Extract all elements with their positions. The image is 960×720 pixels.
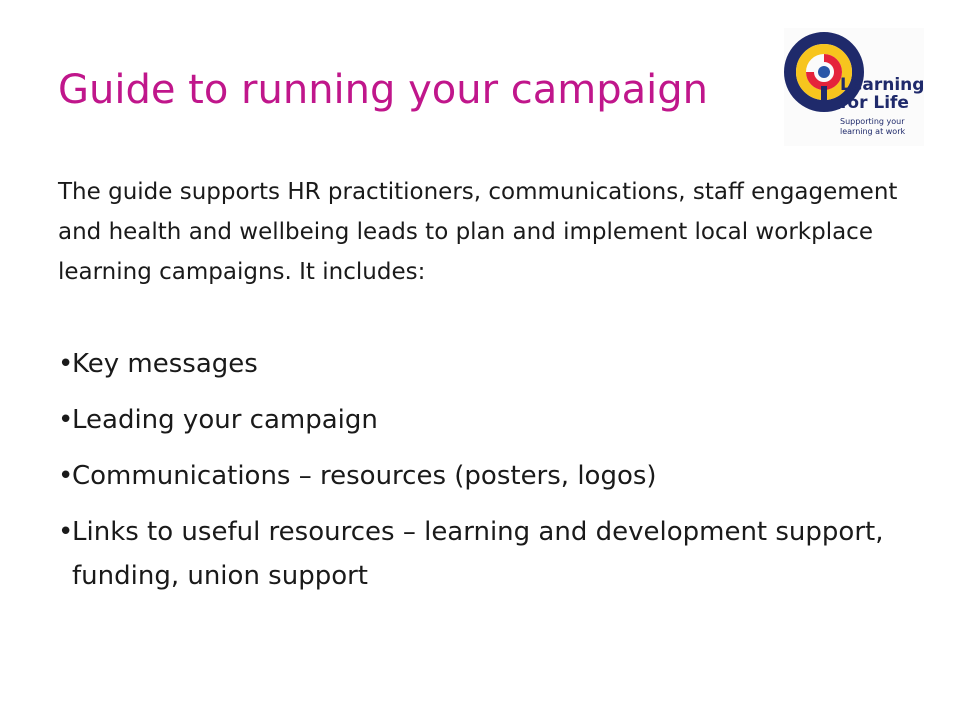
bullet-icon: •	[58, 405, 74, 435]
bullet-item	[58, 342, 918, 386]
logo-tagline-1: Supporting your	[840, 117, 905, 126]
bullet-item	[58, 454, 918, 498]
bullet-text: Links to useful resources – learning and development support, funding, union support	[72, 517, 884, 591]
bullet-text: Key messages	[72, 349, 258, 379]
slide-title: Guide to running your campaign	[58, 67, 708, 113]
bullet-icon: •	[58, 517, 74, 547]
bullet-text: Communications – resources (posters, logos)	[72, 461, 657, 491]
bullet-item	[58, 510, 918, 598]
logo-tagline-2: learning at work	[840, 127, 906, 136]
bullet-icon: •	[58, 461, 74, 491]
learning-for-life-logo	[784, 28, 924, 146]
logo-line-1: Learning	[840, 75, 924, 95]
bullet-icon: •	[58, 349, 74, 379]
logo-icon	[784, 28, 924, 146]
bullet-item	[58, 398, 918, 442]
bullet-text: Leading your campaign	[72, 405, 378, 435]
bullet-list	[58, 342, 918, 610]
logo-line-2: for Life	[840, 93, 909, 113]
intro-paragraph: The guide supports HR practitioners, communications, staff engagement and health and wellbeing leads to plan and implement local workplace learning campaigns. It includes:	[58, 179, 898, 285]
